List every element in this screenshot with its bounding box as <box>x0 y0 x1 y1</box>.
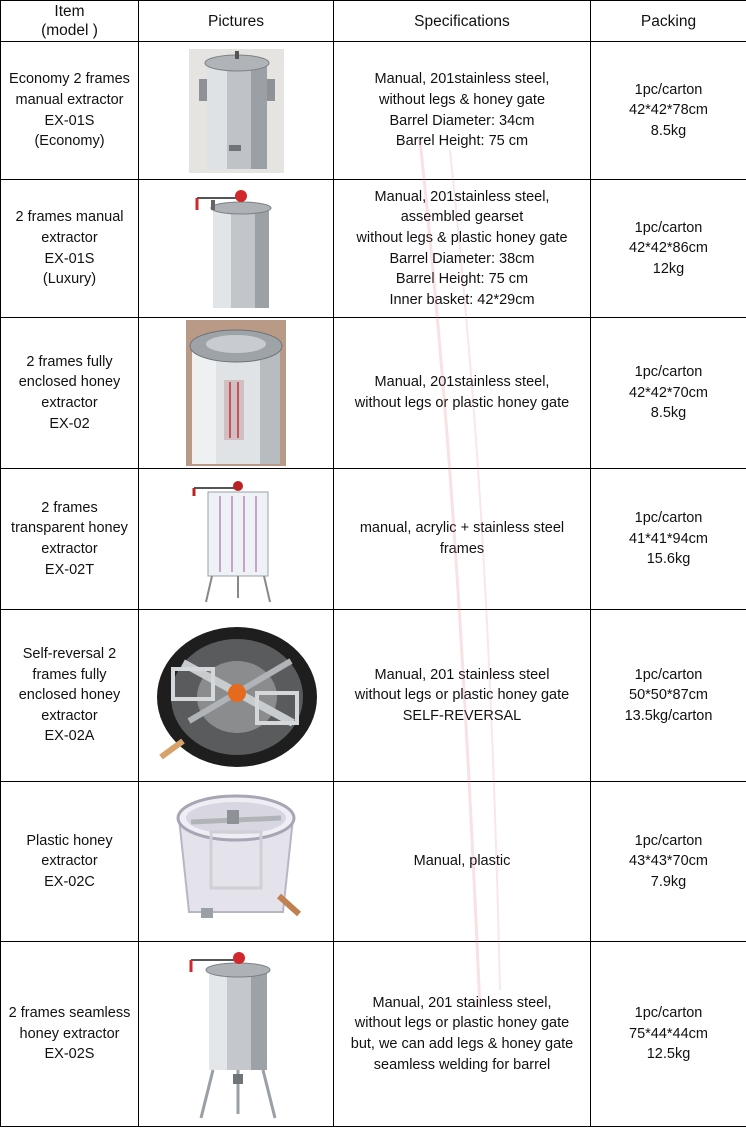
item-cell: 2 frames transparent honey extractor EX-02T <box>1 469 139 610</box>
table-row <box>1 180 746 318</box>
spec-cell: Manual, 201 stainless steel, without legs or plastic honey gate but, we can add legs & honey gate seamless welding for barrel <box>334 942 591 1127</box>
packing-cell: 1pc/carton 42*42*70cm 8.5kg <box>591 318 746 469</box>
header-item: Item (model ) <box>1 1 139 42</box>
extractor-luxury-image <box>189 186 284 312</box>
spec-cell: Manual, plastic <box>334 782 591 942</box>
extractor-enclosed-image <box>186 320 286 466</box>
item-cell: 2 frames manual extractor EX-01S (Luxury) <box>1 180 139 318</box>
header-pictures: Pictures <box>139 1 334 42</box>
spec-cell: manual, acrylic + stainless steel frames <box>334 469 591 610</box>
spec-cell: Manual, 201stainless steel, assembled gearset without legs & plastic honey gate Barrel Diameter: 38cm Barrel Height: 75 cm Inner basket: 42*29cm <box>334 180 591 318</box>
picture-cell <box>139 42 334 180</box>
packing-cell: 1pc/carton 43*43*70cm 7.9kg <box>591 782 746 942</box>
table-row <box>1 782 746 942</box>
packing-cell: 1pc/carton 42*42*86cm 12kg <box>591 180 746 318</box>
packing-cell: 1pc/carton 41*41*94cm 15.6kg <box>591 469 746 610</box>
header-row <box>1 1 746 42</box>
packing-cell: 1pc/carton 75*44*44cm 12.5kg <box>591 942 746 1127</box>
item-cell: 2 frames seamless honey extractor EX-02S <box>1 942 139 1127</box>
table-row <box>1 942 746 1127</box>
packing-cell: 1pc/carton 50*50*87cm 13.5kg/carton <box>591 610 746 782</box>
extractor-self-reversal-image <box>153 623 319 769</box>
picture-cell <box>139 318 334 469</box>
extractor-transparent-image <box>186 474 286 604</box>
extractor-economy-image <box>189 49 284 173</box>
table-row <box>1 469 746 610</box>
extractor-plastic-image <box>171 788 301 936</box>
table-row <box>1 610 746 782</box>
picture-cell <box>139 469 334 610</box>
header-packing: Packing <box>591 1 746 42</box>
table-row <box>1 318 746 469</box>
picture-cell <box>139 782 334 942</box>
item-cell: Economy 2 frames manual extractor EX-01S (Economy) <box>1 42 139 180</box>
spec-cell: Manual, 201stainless steel, without legs or plastic honey gate <box>334 318 591 469</box>
item-cell: Self-reversal 2 frames fully enclosed honey extractor EX-02A <box>1 610 139 782</box>
spec-cell: Manual, 201 stainless steel without legs or plastic honey gate SELF-REVERSAL <box>334 610 591 782</box>
picture-cell <box>139 610 334 782</box>
picture-cell <box>139 180 334 318</box>
item-cell: Plastic honey extractor EX-02C <box>1 782 139 942</box>
spec-cell: Manual, 201stainless steel, without legs & honey gate Barrel Diameter: 34cm Barrel Height: 75 cm <box>334 42 591 180</box>
item-cell: 2 frames fully enclosed honey extractor EX-02 <box>1 318 139 469</box>
table-row <box>1 42 746 180</box>
header-specifications: Specifications <box>334 1 591 42</box>
packing-cell: 1pc/carton 42*42*78cm 8.5kg <box>591 42 746 180</box>
extractor-seamless-image <box>181 946 291 1122</box>
picture-cell <box>139 942 334 1127</box>
